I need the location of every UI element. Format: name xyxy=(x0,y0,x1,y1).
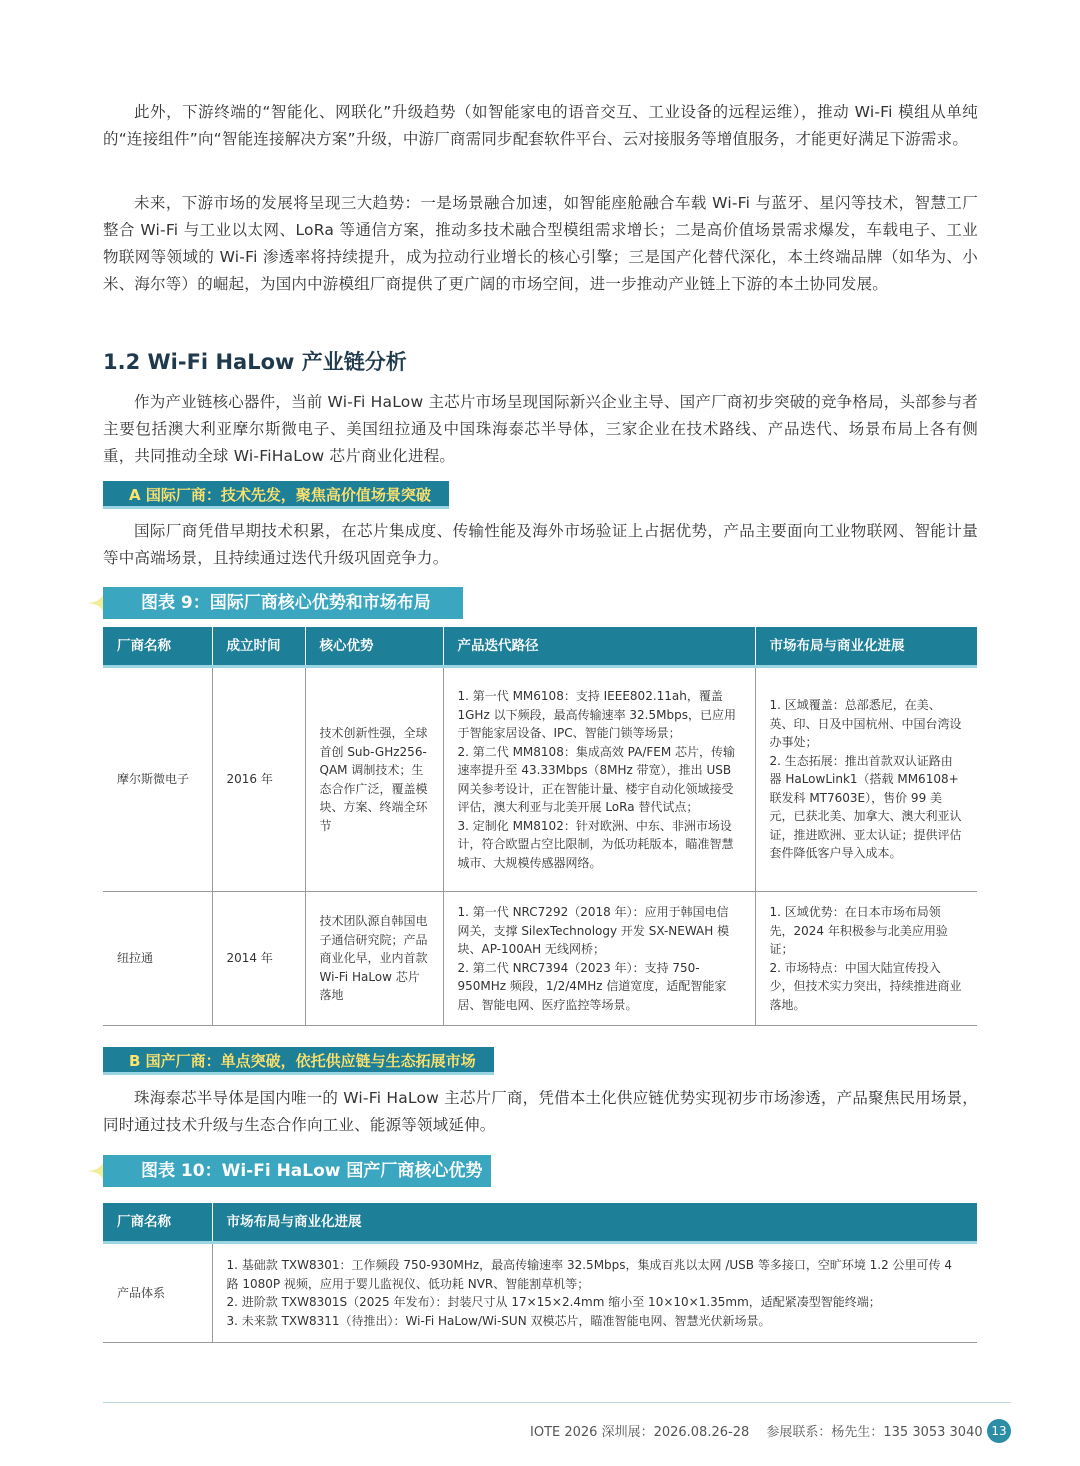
table-cell: 1. 区域优势：在日本市场布局领先，2024 年积极参与北美应用验证； 2. 市场特点：中国大陆宣传投入少，但技术实力突出，持续推进商业落地。 xyxy=(755,892,977,1026)
table-row xyxy=(103,892,977,1026)
table-9-header: 市场布局与商业化进展 xyxy=(755,627,977,667)
figure-10-title: 图表 10：Wi-Fi HaLow 国产厂商核心优势 xyxy=(103,1155,491,1187)
paragraph-5: 珠海泰芯半导体是国内唯一的 Wi-Fi HaLow 主芯片厂商，凭借本土化供应链优势实现初步市场渗透，产品聚焦民用场景，同时通过技术升级与生态合作向工业、能源等领域延伸。 xyxy=(103,1089,978,1134)
paragraph-1: 此外，下游终端的“智能化、网联化”升级趋势（如智能家电的语音交互、工业设备的远程运维），推动 Wi-Fi 模组从单纯的“连接组件”向“智能连接解决方案”升级，中游厂商需同步配套软件平台、云对接服务等增值服务，才能更好满足下游需求。 xyxy=(103,103,978,148)
table-cell: 1. 基础款 TXW8301：工作频段 750-930MHz，最高传输速率 32.5Mbps，集成百兆以太网 /USB 等多接口，空旷环境 1.2 公里可传 4 路 1080P 视频，应用于婴儿监视仪、低功耗 NVR、智能割草机等； 2. 进阶款 TXW8301S（2025 年发布）：封装尺寸从 17×15×2.4mm 缩小至 10×10×1.35mm，适配紧凑型智能终端； 3. 未来款 TXW8311（待推出）：Wi-Fi HaLow/Wi-SUN 双模芯片，瞄准智能电网、智慧光伏新场景。 xyxy=(212,1243,977,1343)
table-row xyxy=(103,1243,977,1343)
table-10-header: 市场布局与商业化进展 xyxy=(212,1203,977,1243)
table-9-header: 厂商名称 xyxy=(103,627,212,667)
table-9-header: 成立时间 xyxy=(212,627,305,667)
table-9 xyxy=(103,627,977,1026)
table-cell: 1. 区域覆盖：总部悉尼，在美、英、印、日及中国杭州、中国台湾设办事处； 2. 生态拓展：推出首款双认证路由器 HaLowLink1（搭载 MM6108+ 联发科 MT7603E），售价 99 美元，已获北美、加拿大、澳大利亚认证，推进欧洲、亚太认证；提供评估套件降低客户导入成本。 xyxy=(755,667,977,892)
paragraph-3: 作为产业链核心器件，当前 Wi-Fi HaLow 主芯片市场呈现国际新兴企业主导、国产厂商初步突破的竞争格局，头部参与者主要包括澳大利亚摩尔斯微电子、美国纽拉通及中国珠海泰芯半导体，三家企业在技术路线、产品迭代、场景布局上各有侧重，共同推动全球 Wi-FiHaLow 芯片商业化进程。 xyxy=(103,393,978,465)
page-number: 13 xyxy=(987,1419,1011,1443)
table-cell: 纽拉通 xyxy=(103,892,212,1026)
table-cell: 2014 年 xyxy=(212,892,305,1026)
table-cell: 产品体系 xyxy=(103,1243,212,1343)
table-cell: 技术创新性强，全球首创 Sub-GHz256-QAM 调制技术；生态合作广泛，覆盖模块、方案、终端全环节 xyxy=(305,667,443,892)
subhead-a: A 国际厂商：技术先发，聚焦高价值场景突破 xyxy=(103,481,449,509)
table-9-header: 核心优势 xyxy=(305,627,443,667)
section-heading: 1.2 Wi-Fi HaLow 产业链分析 xyxy=(103,350,407,374)
table-cell: 2016 年 xyxy=(212,667,305,892)
footer-text: IOTE 2026 深圳展：2026.08.26-28 参展联系：杨先生：135 3053 3040 xyxy=(530,1425,983,1440)
table-cell: 1. 第一代 MM6108：支持 IEEE802.11ah，覆盖 1GHz 以下频段，最高传输速率 32.5Mbps，已应用于智能家居设备、IPC、智能门锁等场景； 2. 第二代 MM8108：集成高效 PA/FEM 芯片，传输速率提升至 43.33Mbps（8MHz 带宽），推出 USB 网关参考设计，正在智能计量、楼宇自动化领域接受评估，澳大利亚与北美开展 LoRa 替代试点； 3. 定制化 MM8102：针对欧洲、中东、非洲市场设计，符合欧盟占空比限制，为低功耗版本，瞄准智慧城市、大规模传感器网络。 xyxy=(443,667,755,892)
figure-9-title: 图表 9：国际厂商核心优势和市场布局 xyxy=(103,587,463,619)
table-9-header-row xyxy=(103,627,977,667)
footer-divider xyxy=(103,1402,1011,1403)
table-9-header: 产品迭代路径 xyxy=(443,627,755,667)
paragraph-4: 国际厂商凭借早期技术积累，在芯片集成度、传输性能及海外市场验证上占据优势，产品主要面向工业物联网、智能计量等中高端场景，且持续通过迭代升级巩固竞争力。 xyxy=(103,522,978,567)
table-10-header-row xyxy=(103,1203,977,1243)
subhead-b: B 国产厂商：单点突破，依托供应链与生态拓展市场 xyxy=(103,1047,494,1075)
table-row xyxy=(103,667,977,892)
table-10 xyxy=(103,1203,977,1343)
table-10-header: 厂商名称 xyxy=(103,1203,212,1243)
table-cell: 技术团队源自韩国电子通信研究院；产品商业化早，业内首款 Wi-Fi HaLow 芯片落地 xyxy=(305,892,443,1026)
table-cell: 1. 第一代 NRC7292（2018 年）：应用于韩国电信网关，支撑 SilexTechnology 开发 SX-NEWAH 模块、AP-100AH 无线网桥； 2. 第二代 NRC7394（2023 年）：支持 750-950MHz 频段，1/2/4MHz 信道宽度，适配智能家居、智能电网、医疗监控等场景。 xyxy=(443,892,755,1026)
paragraph-2: 未来，下游市场的发展将呈现三大趋势：一是场景融合加速，如智能座舱融合车载 Wi-Fi 与蓝牙、星闪等技术，智慧工厂整合 Wi-Fi 与工业以太网、LoRa 等通信方案，推动多技术融合型模组需求增长；二是高价值场景需求爆发，车载电子、工业物联网等领域的 Wi-Fi 渗透率将持续提升，成为拉动行业增长的核心引擎；三是国产化替代深化，本土终端品牌（如华为、小米、海尔等）的崛起，为国内中游模组厂商提供了更广阔的市场空间，进一步推动产业链上下游的本土协同发展。 xyxy=(103,194,978,293)
table-cell: 摩尔斯微电子 xyxy=(103,667,212,892)
